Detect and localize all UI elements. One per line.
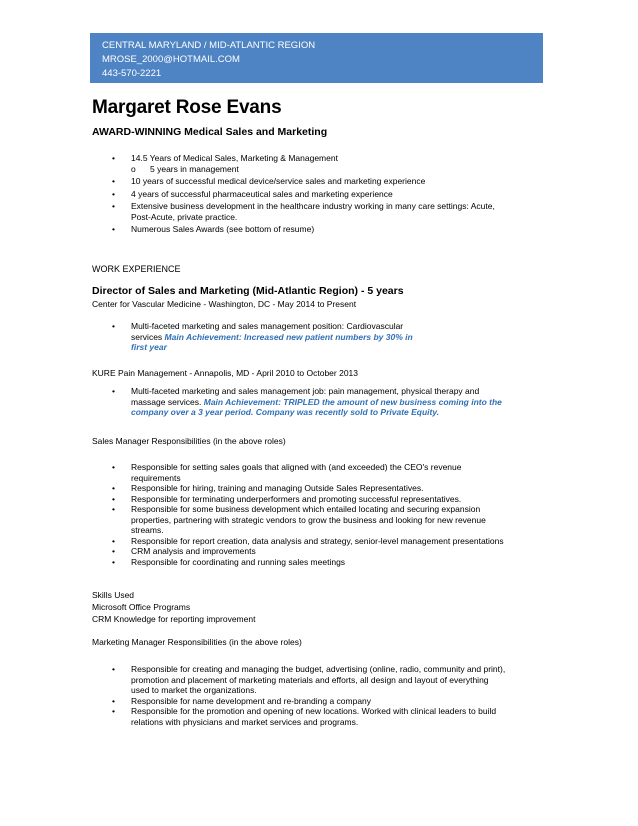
- list-item: • Responsible for hiring, training and managing Outside Sales Representatives.: [112, 483, 424, 493]
- work-experience-heading: WORK EXPERIENCE: [92, 264, 181, 274]
- list-item: • Responsible for the promotion and opening of new locations. Worked with clinical leaders to build relations with physicians and market services and programs.: [112, 706, 497, 727]
- list-item: • Responsible for report creation, data analysis and strategy, senior-level management presentations: [112, 535, 504, 546]
- list-item: • 10 years of successful medical device/service sales and marketing experience: [112, 176, 426, 186]
- job2-employer: KURE Pain Management - Annapolis, MD - April 2010 to October 2013: [92, 368, 359, 378]
- email-text: MROSE_2000@HOTMAIL.COM: [102, 54, 240, 65]
- list-item: • Responsible for creating and managing the budget, advertising (online, radio, community and print), promotion and placement of marketing materials and efforts, all design and layout of everything used to market the organizations.: [112, 664, 506, 695]
- list-item: • Responsible for setting sales goals that aligned with (and exceeded) the CEO's revenue requirements: [112, 462, 462, 483]
- job1-list: [112, 321, 552, 353]
- list-item: • 4 years of successful pharmaceutical sales and marketing experience: [112, 188, 393, 199]
- candidate-name: Margaret Rose Evans: [92, 97, 282, 118]
- list-item: • CRM analysis and improvements: [112, 546, 256, 556]
- phone-text: 443-570-2221: [102, 68, 162, 79]
- list-item: • Numerous Sales Awards (see bottom of resume): [112, 224, 315, 234]
- skill-item: Microsoft Office Programs: [92, 602, 191, 612]
- skills-heading: Skills Used: [92, 590, 135, 600]
- job1-employer: Center for Vascular Medicine - Washington, DC - May 2014 to Present: [92, 299, 357, 309]
- contact-header-box: [90, 33, 543, 83]
- list-item: • Responsible for coordinating and running sales meetings: [112, 556, 346, 567]
- list-item: • Responsible for name development and re-branding a company: [112, 695, 372, 706]
- marketing-manager-list: [112, 664, 552, 727]
- list-item: o 5 years in management: [131, 163, 239, 174]
- list-item: • Multi-faceted marketing and sales management job: pain management, physical therapy and massage services. Main Achievement: TRIPLED the amount of new business coming into the company over a 3 year period. Company was recently sold to Private Equity.: [112, 386, 502, 417]
- job1-title: Director of Sales and Marketing (Mid-Atlantic Region) - 5 years: [92, 285, 404, 297]
- list-item: • Responsible for some business development which entailed locating and securing expansion properties, partnering with strategic vendors to grow the business and looking for new revenue streams.: [112, 504, 486, 535]
- summary-list: [112, 153, 552, 235]
- sales-manager-list: [112, 462, 552, 567]
- sales-manager-heading: Sales Manager Responsibilities (in the above roles): [92, 436, 286, 446]
- list-item: • Multi-faceted marketing and sales management position: Cardiovascular services Main Achievement: Increased new patient numbers by 30% in first year: [112, 321, 413, 352]
- list-item: • Extensive business development in the healthcare industry working in many care settings: Acute, Post-Acute, private practice.: [112, 201, 495, 222]
- region-text: CENTRAL MARYLAND / MID-ATLANTIC REGION: [102, 40, 316, 51]
- job2-list: [112, 386, 552, 418]
- list-item: • 14.5 Years of Medical Sales, Marketing & Management: [112, 153, 338, 163]
- tagline: AWARD-WINNING Medical Sales and Marketing: [92, 126, 328, 138]
- marketing-manager-heading: Marketing Manager Responsibilities (in the above roles): [92, 637, 302, 647]
- list-item: • Responsible for terminating underperformers and promoting successful representatives.: [112, 493, 462, 504]
- skill-item: CRM Knowledge for reporting improvement: [92, 614, 256, 624]
